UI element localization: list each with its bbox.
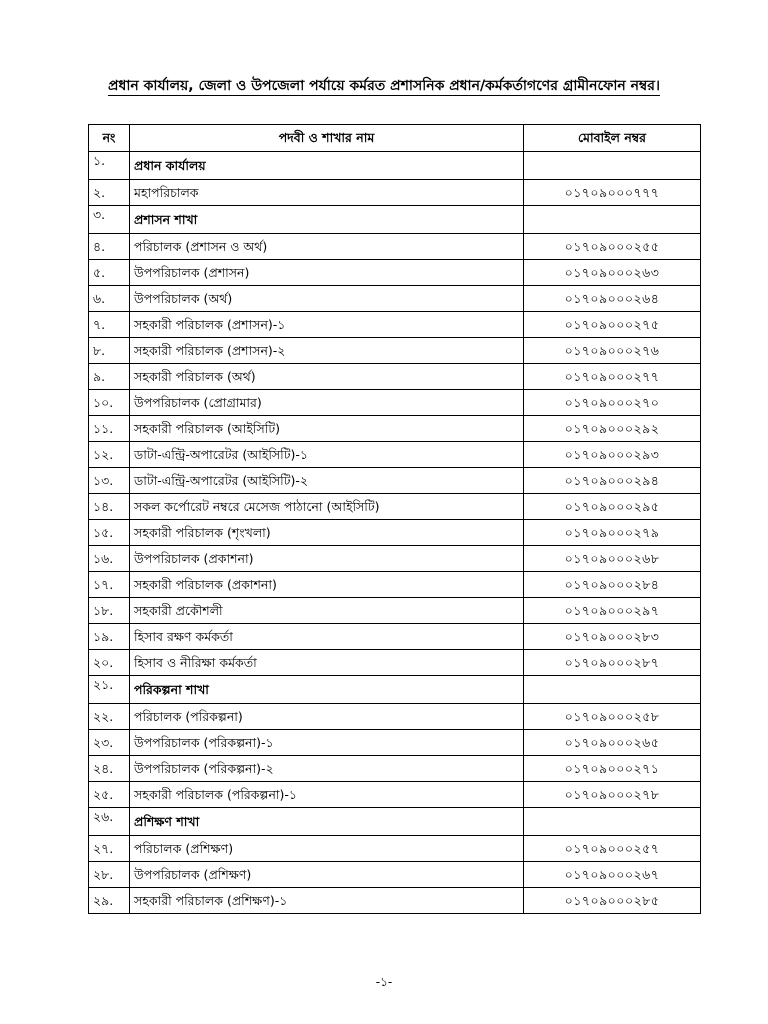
table-row (89, 286, 701, 312)
row-serial-no: ১৬. (89, 546, 130, 572)
row-serial-no: ২১. (89, 676, 130, 704)
row-serial-no: ২৮. (89, 862, 130, 888)
table-row (89, 650, 701, 676)
page-number: -১- (375, 975, 393, 989)
row-serial-no: ২৩. (89, 730, 130, 756)
row-serial-no: ২৯. (89, 888, 130, 914)
row-mobile-number: ০১৭০৯০০০২৬৪ (524, 286, 701, 312)
row-mobile-number: ০১৭০৯০০০২৬৮ (524, 546, 701, 572)
table-row-section (89, 206, 701, 234)
row-serial-no: ১. (89, 152, 130, 180)
row-designation: সহকারী পরিচালক (পরিকল্পনা)-১ (130, 782, 524, 808)
table-row (89, 390, 701, 416)
table-row (89, 416, 701, 442)
table-row (89, 234, 701, 260)
row-mobile-number: ০১৭০৯০০০২৭১ (524, 756, 701, 782)
row-serial-no: ২২. (89, 704, 130, 730)
table-row (89, 312, 701, 338)
table-row (89, 862, 701, 888)
row-designation: সহকারী পরিচালক (প্রকাশনা) (130, 572, 524, 598)
row-serial-no: ১৭. (89, 572, 130, 598)
row-serial-no: ২৬. (89, 808, 130, 836)
row-mobile-number: ০১৭০৯০০০২৮৪ (524, 572, 701, 598)
row-mobile-number: ০১৭০৯০০০২৬৭ (524, 862, 701, 888)
row-mobile-number (524, 206, 701, 234)
row-designation: প্রশিক্ষণ শাখা (130, 808, 524, 836)
row-serial-no: ৮. (89, 338, 130, 364)
row-mobile-number: ০১৭০৯০০০২৯৪ (524, 468, 701, 494)
table-row-section (89, 152, 701, 180)
row-designation: পরিকল্পনা শাখা (130, 676, 524, 704)
row-designation: পরিচালক (প্রশিক্ষণ) (130, 836, 524, 862)
row-serial-no: ১০. (89, 390, 130, 416)
row-mobile-number: ০১৭০৯০০০২৭৭ (524, 364, 701, 390)
row-serial-no: ১৩. (89, 468, 130, 494)
row-mobile-number: ০১৭০৯০০০২৭০ (524, 390, 701, 416)
contacts-table (88, 124, 701, 914)
row-designation: উপপরিচালক (প্রশিক্ষণ) (130, 862, 524, 888)
row-serial-no: ১১. (89, 416, 130, 442)
table-row (89, 180, 701, 206)
row-mobile-number: ০১৭০৯০০০২৫৮ (524, 704, 701, 730)
row-designation: ডাটা-এন্ট্রি-অপারেটর (আইসিটি)-১ (130, 442, 524, 468)
table-row (89, 338, 701, 364)
table-row (89, 494, 701, 520)
row-serial-no: ৩. (89, 206, 130, 234)
document-title-text: প্রধান কার্যালয়, জেলা ও উপজেলা পর্যায়ে কর্মরত প্রশাসনিক প্রধান/কর্মকর্তাগণের গ্রামীনফোন নম্বর। (108, 78, 660, 94)
row-serial-no: ৯. (89, 364, 130, 390)
row-designation: হিসাব রক্ষণ কর্মকর্তা (130, 624, 524, 650)
row-designation: উপপরিচালক (অর্থ) (130, 286, 524, 312)
row-mobile-number: ০১৭০৯০০০২৫৭ (524, 836, 701, 862)
table-row (89, 624, 701, 650)
row-mobile-number: ০১৭০৯০০০২৬৩ (524, 260, 701, 286)
row-serial-no: ১২. (89, 442, 130, 468)
table-row (89, 836, 701, 862)
row-serial-no: ৭. (89, 312, 130, 338)
row-mobile-number: ০১৭০৯০০০২৭৯ (524, 520, 701, 546)
row-designation: সহকারী পরিচালক (শৃংখলা) (130, 520, 524, 546)
row-serial-no: ২৫. (89, 782, 130, 808)
row-designation: ডাটা-এন্ট্রি-অপারেটর (আইসিটি)-২ (130, 468, 524, 494)
row-serial-no: ১৫. (89, 520, 130, 546)
row-mobile-number: ০১৭০৯০০০২৮৩ (524, 624, 701, 650)
row-mobile-number: ০১৭০৯০০০২৯২ (524, 416, 701, 442)
row-designation: প্রধান কার্যালয় (130, 152, 524, 180)
row-mobile-number (524, 676, 701, 704)
row-mobile-number: ০১৭০৯০০০২৯৩ (524, 442, 701, 468)
table-header-row (89, 125, 701, 152)
row-designation: সহকারী পরিচালক (প্রশিক্ষণ)-১ (130, 888, 524, 914)
table-row (89, 260, 701, 286)
row-designation: সহকারী পরিচালক (প্রশাসন)-১ (130, 312, 524, 338)
table-row-section (89, 808, 701, 836)
row-mobile-number: ০১৭০৯০০০২৮৫ (524, 888, 701, 914)
row-designation: প্রশাসন শাখা (130, 206, 524, 234)
table-row (89, 598, 701, 624)
row-designation: হিসাব ও নীরিক্ষা কর্মকর্তা (130, 650, 524, 676)
table-row (89, 730, 701, 756)
row-designation: সকল কর্পোরেট নম্বরে মেসেজ পাঠানো (আইসিটি) (130, 494, 524, 520)
table-row (89, 704, 701, 730)
row-serial-no: ১৪. (89, 494, 130, 520)
row-mobile-number: ০১৭০৯০০০৭৭৭ (524, 180, 701, 206)
row-designation: উপপরিচালক (পরিকল্পনা)-১ (130, 730, 524, 756)
row-designation: পরিচালক (পরিকল্পনা) (130, 704, 524, 730)
row-serial-no: ২. (89, 180, 130, 206)
table-row (89, 888, 701, 914)
row-mobile-number (524, 808, 701, 836)
header-serial-no: নং (89, 125, 130, 152)
row-mobile-number: ০১৭০৯০০০২৭৬ (524, 338, 701, 364)
row-designation: উপপরিচালক (প্রকাশনা) (130, 546, 524, 572)
row-mobile-number: ০১৭০৯০০০২৭৮ (524, 782, 701, 808)
table-row (89, 546, 701, 572)
row-mobile-number: ০১৭০৯০০০২৯৫ (524, 494, 701, 520)
row-designation: সহকারী পরিচালক (আইসিটি) (130, 416, 524, 442)
table-row (89, 572, 701, 598)
row-serial-no: ২০. (89, 650, 130, 676)
row-mobile-number (524, 152, 701, 180)
table-row (89, 442, 701, 468)
row-mobile-number: ০১৭০৯০০০২৮৭ (524, 650, 701, 676)
row-designation: উপপরিচালক (পরিকল্পনা)-২ (130, 756, 524, 782)
header-designation: পদবী ও শাখার নাম (130, 125, 524, 152)
row-designation: উপপরিচালক (প্রোগ্রামার) (130, 390, 524, 416)
table-body (89, 152, 701, 914)
row-mobile-number: ০১৭০৯০০০২৯৭ (524, 598, 701, 624)
table-row (89, 468, 701, 494)
row-serial-no: ৬. (89, 286, 130, 312)
row-serial-no: ৫. (89, 260, 130, 286)
table-row (89, 364, 701, 390)
document-title (0, 76, 768, 96)
row-designation: সহকারী পরিচালক (অর্থ) (130, 364, 524, 390)
table-row (89, 520, 701, 546)
table-row (89, 756, 701, 782)
row-serial-no: ৪. (89, 234, 130, 260)
row-serial-no: ১৮. (89, 598, 130, 624)
row-designation: উপপরিচালক (প্রশাসন) (130, 260, 524, 286)
row-mobile-number: ০১৭০৯০০০২৭৫ (524, 312, 701, 338)
table-row (89, 782, 701, 808)
row-designation: সহকারী পরিচালক (প্রশাসন)-২ (130, 338, 524, 364)
row-serial-no: ২৭. (89, 836, 130, 862)
table-row-section (89, 676, 701, 704)
row-designation: পরিচালক (প্রশাসন ও অর্থ) (130, 234, 524, 260)
header-mobile-number: মোবাইল নম্বর (524, 125, 701, 152)
row-serial-no: ১৯. (89, 624, 130, 650)
row-serial-no: ২৪. (89, 756, 130, 782)
row-mobile-number: ০১৭০৯০০০২৫৫ (524, 234, 701, 260)
row-designation: সহকারী প্রকৌশলী (130, 598, 524, 624)
row-mobile-number: ০১৭০৯০০০২৬৫ (524, 730, 701, 756)
row-designation: মহাপরিচালক (130, 180, 524, 206)
